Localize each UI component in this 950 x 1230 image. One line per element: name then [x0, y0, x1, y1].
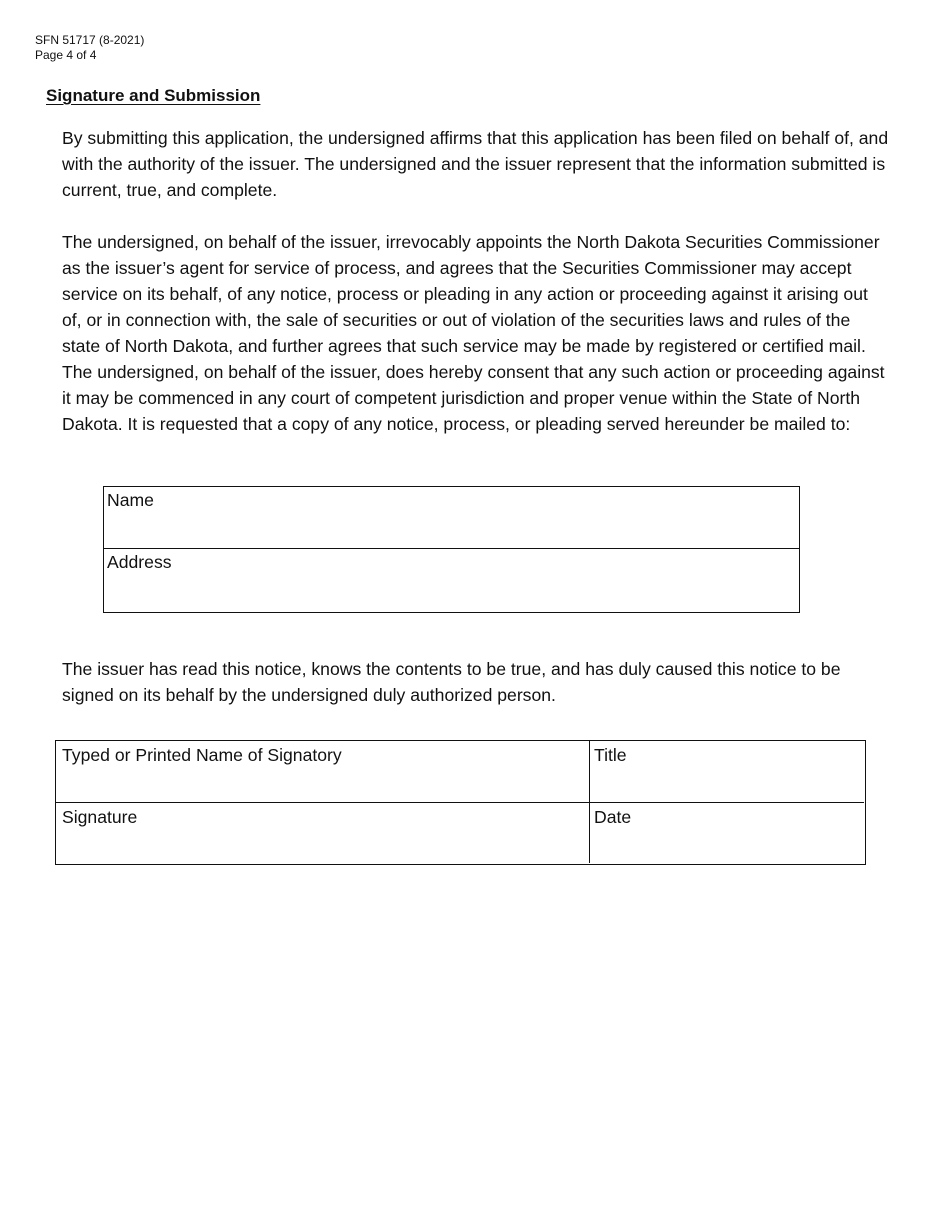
notice-paragraph: The issuer has read this notice, knows the contents to be true, and has duly caused this notice to be signed on its behalf by the undersigned duly authorized person. [62, 659, 841, 705]
signatory-name-field[interactable] [56, 741, 590, 803]
affirmation-paragraph: By submitting this application, the undersigned affirms that this application has been filed on behalf of, and with the authority of the issuer. The undersigned and the issuer represent that the information submitted is current, true, and complete. [62, 128, 889, 200]
signature-field-label: Signature [62, 807, 138, 827]
name-field[interactable] [104, 487, 799, 549]
address-field-label: Address [107, 552, 172, 572]
signature-field[interactable] [56, 803, 590, 863]
signatory-name-label: Typed or Printed Name of Signatory [62, 745, 342, 765]
title-field[interactable] [590, 741, 864, 803]
date-field-label: Date [594, 807, 632, 827]
service-of-process-paragraph: The undersigned, on behalf of the issuer, irrevocably appoints the North Dakota Securities Commissioner as the issuer’s agent for service of process, and agrees that the Securities Commissioner may accept service on its behalf, of any notice, process or pleading in any action or proceeding against it arising out of, or in connection with, the sale of securities or out of violation of the securities laws and rules of the state of North Dakota, and further agrees that such service may be made by registered or certified mail. The undersigned, on behalf of the issuer, does hereby consent that any such action or proceeding against it may be commenced in any court of competent jurisdiction and proper venue within the State of North Dakota. It is requested that a copy of any notice, process, or pleading served hereunder be mailed to: [62, 232, 885, 434]
form-number: SFN 51717 (8-2021) [35, 33, 145, 47]
name-field-label: Name [107, 490, 154, 510]
page-number: Page 4 of 4 [35, 48, 97, 62]
section-title: Signature and Submission [46, 86, 261, 105]
form-header [35, 33, 144, 63]
signature-table [55, 740, 866, 865]
mailing-address-box [103, 486, 800, 613]
date-field[interactable] [590, 803, 864, 863]
address-field[interactable] [104, 549, 799, 611]
title-field-label: Title [594, 745, 627, 765]
